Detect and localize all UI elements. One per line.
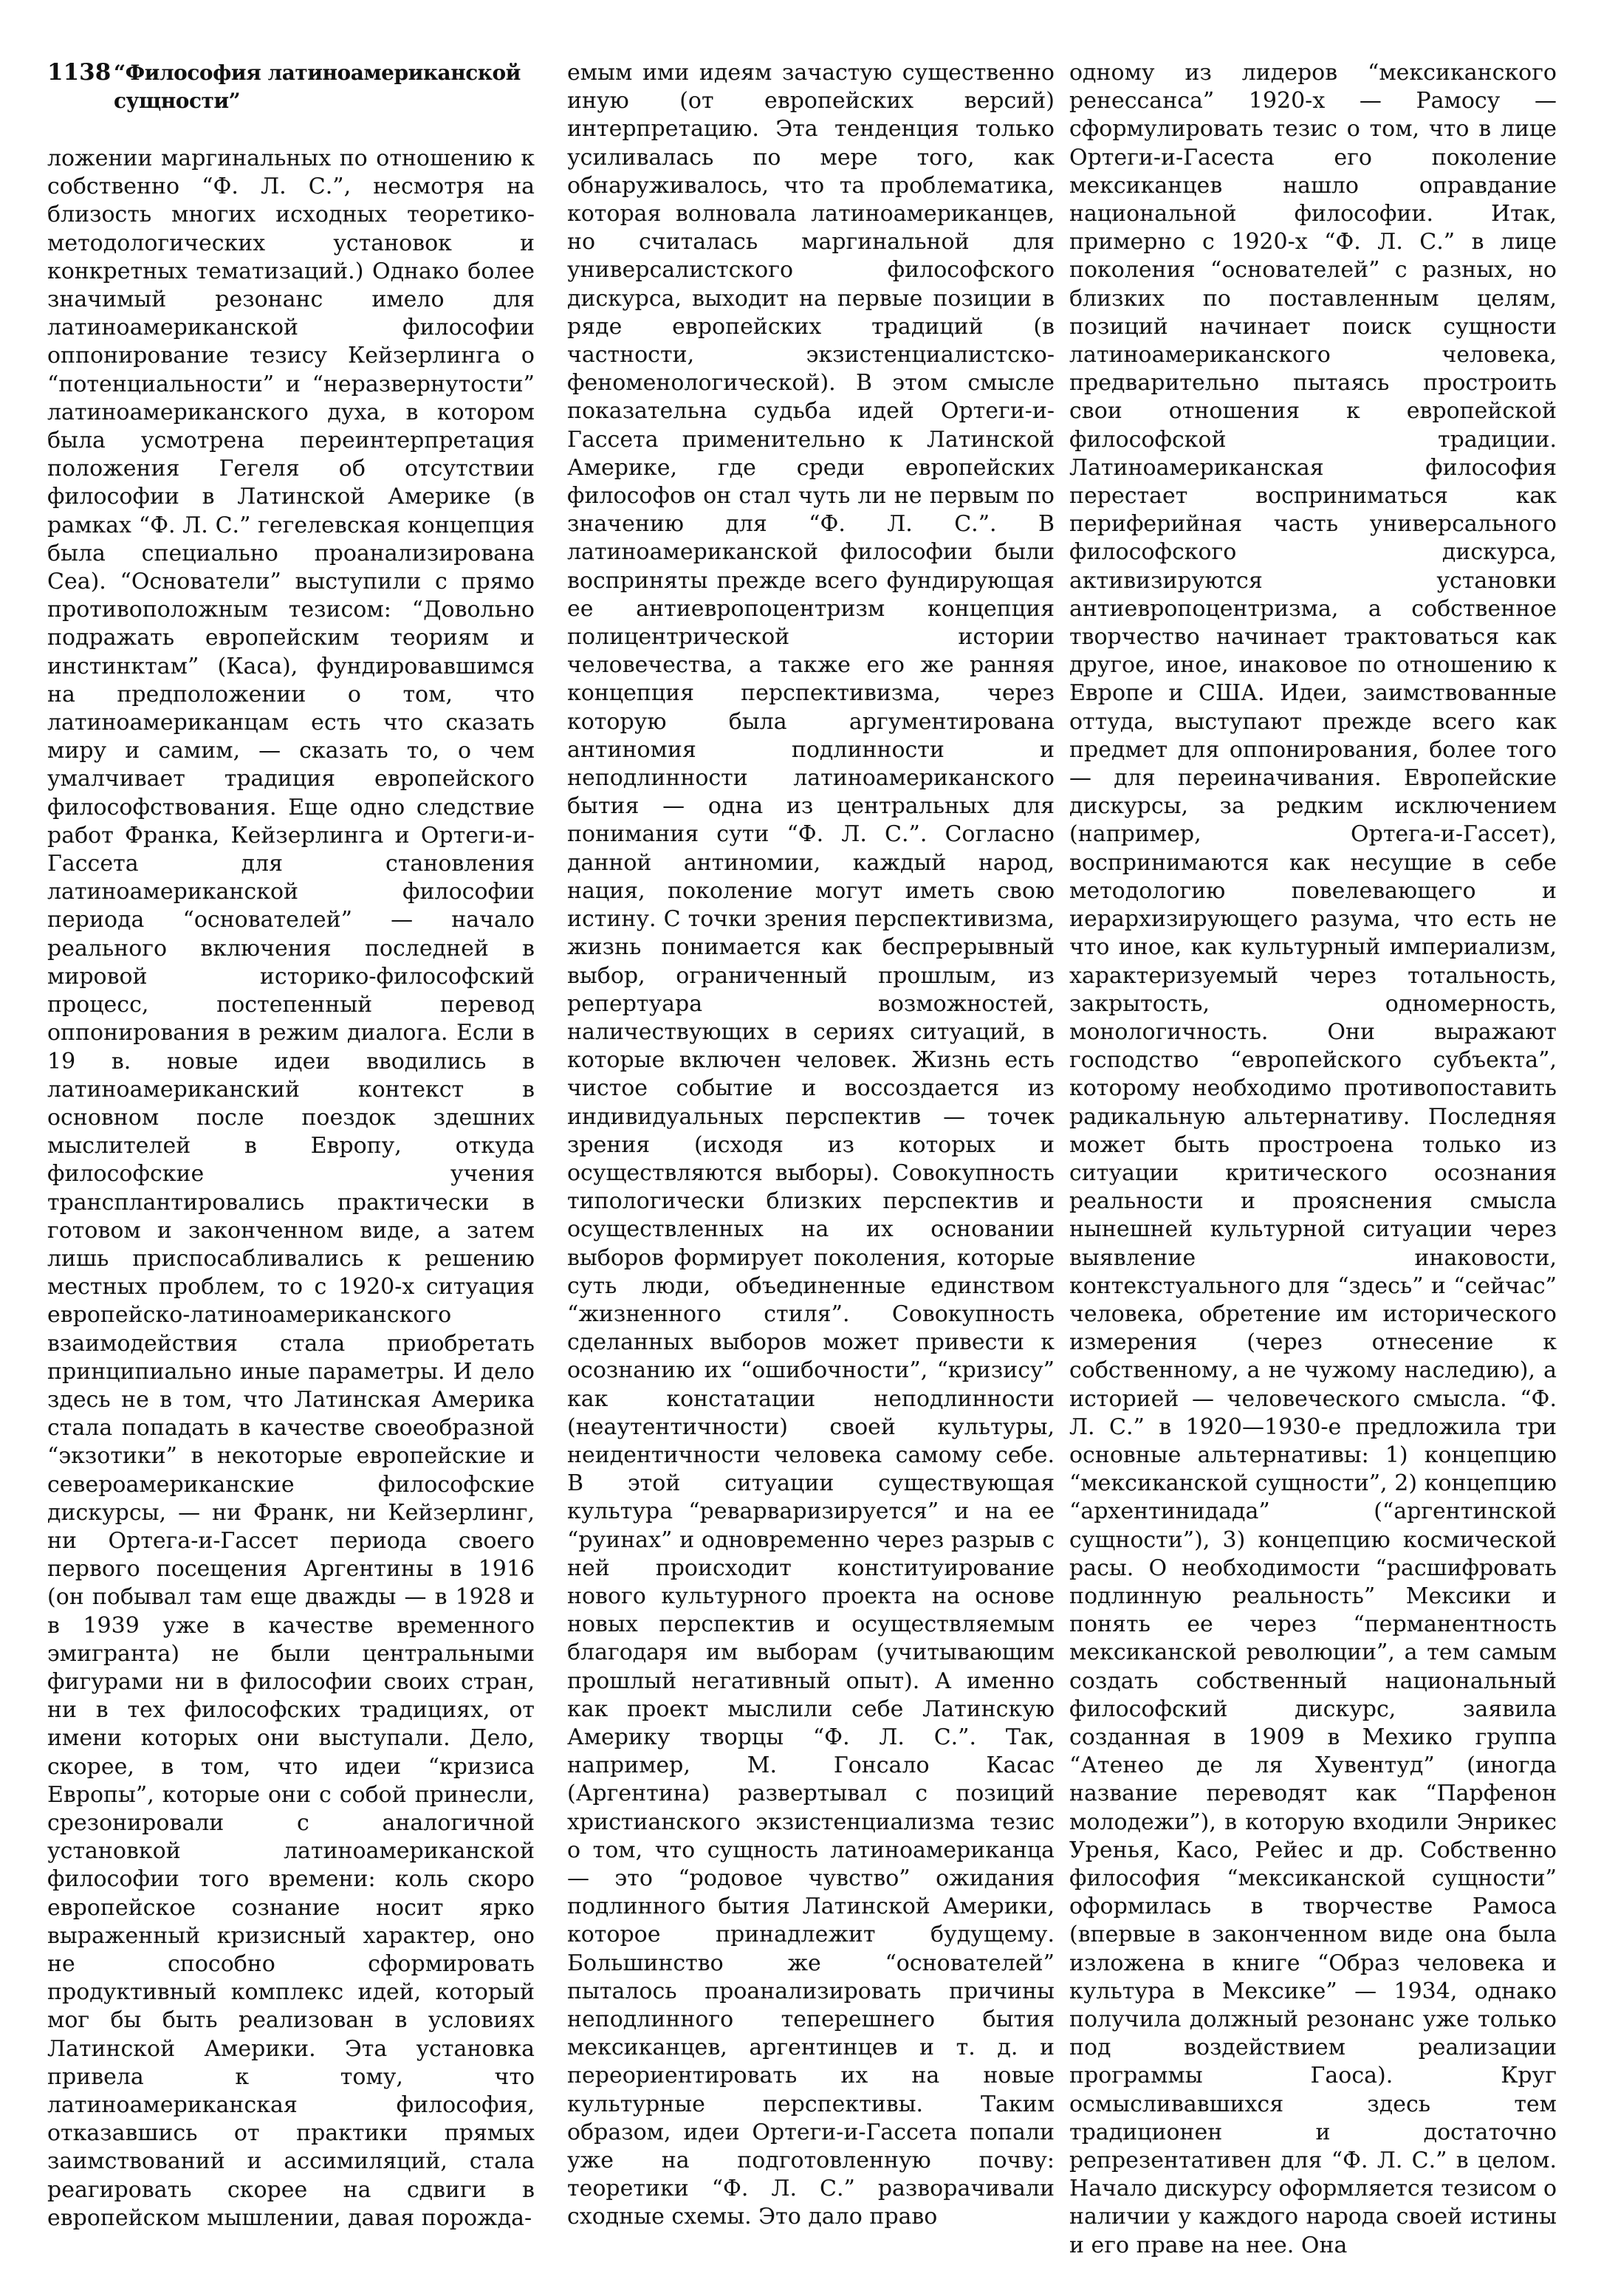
text-column-3 [1069,59,1557,2279]
column-3-text: одному из лидеров “мексиканского ренессанса” 1920-х — Рамосу — сформулировать тезис о том, что в лице Ортеги-и-Гасеста его поколение мексиканцев нашло оправдание национальной философии. Итак, примерно с 1920-х “Ф. Л. С.” в лице поколения “основателей” с разных, но близких по поставленным целям, позиций начинает поиск сущности латиноамериканского человека, предварительно пытаясь простроить свои отношения к европейской философской традиции. Латиноамериканская философия перестает восприниматься как периферийная часть универсального философского дискурса, активизируются установки антиевропоцентризма, а собственное творчество начинает трактоваться как другое, иное, инаковое по отношению к Европе и США. Идеи, заимствованные оттуда, выступают прежде всего как предмет для оппонирования, более того — для переиначивания. Европейские дискурсы, за редким исключением (например, Ортега-и-Гассет), воспринимаются как несущие в себе методологию повелевающего и иерархизирующего разума, что есть не что иное, как культурный империализм, характеризуемый через тотальность, закрытость, одномерность, монологичность. Они выражают господство “европейского субъекта”, которому необходимо противопоставить радикальную альтернативу. Последняя может быть простроена только из ситуации критического осознания реальности и прояснения смысла нынешней культурной ситуации через выявление инаковости, контекстуального для “здесь” и “сейчас” человека, обретение им исторического измерения (через отнесение к собственному, а не чужому наследию), а историей — человеческого смысла. “Ф. Л. С.” в 1920—1930-е предложила три основные альтернативы: 1) концепцию “мексиканской сущности”, 2) концепцию “архентинидада” (“аргентинской сущности”), 3) концепцию космической расы. О необходимости “расшифровать подлинную реальность” Мексики и понять ее через “перманентность мексиканской революции”, а тем самым создать собственный национальный философский дискурс, заявила созданная в 1909 в Мехико группа “Атенео де ля Хувентуд” (иногда название переводят как “Парфенон молодежи”), в которую входили Энрикес Уренья, Касо, Рейес и др. Собственно философия “мексиканской сущности” оформилась в творчестве Рамоса (впервые в законченном виде она была изложена в книге “Образ человека и культура в Мексике” — 1934, однако получила должный резонанс уже только под воздействием реализации программы Гаоса). Круг осмысливавшихся здесь тем традиционен и достаточно репрезентативен для “Ф. Л. С.” в целом. Начало дискурсу оформляется тезисом о наличии у каждого народа своей истины и его праве на нее. Она [1069,60,1557,2258]
running-title: “Философия латиноамериканской сущности” [114,61,521,113]
text-column-2 [567,59,1055,2279]
text-column-1 [47,145,535,2279]
page-number: 1138 [47,59,112,86]
column-1-text: ложении маргинальных по отношению к собственно “Ф. Л. С.”, несмотря на близость многих исходных теоретико-методологических установок и конкретных тематизаций.) Однако более значимый резонанс имело для латиноамериканской философии оппонирование тезису Кейзерлинга о “потенциальности” и “неразвернутости” латиноамериканского духа, в котором была усмотрена переинтерпретация положения Гегеля об отсутствии философии в Латинской Америке (в рамках “Ф. Л. С.” гегелевская концепция была специально проанализирована Сеа). “Основатели” выступили с прямо противоположным тезисом: “Довольно подражать европейским теориям и инстинктам” (Каса), фундировавшимся на предположении о том, что латиноамериканцам есть что сказать миру и самим, — сказать то, о чем умалчивает традиция европейского философствования. Еще одно следствие работ Франка, Кейзерлинга и Ортеги-и-Гассета для становления латиноамериканской философии периода “основателей” — начало реального включения последней в мировой историко-философский процесс, постепенный перевод оппонирования в режим диалога. Если в 19 в. новые идеи вводились в латиноамериканский контекст в основном после поездок здешних мыслителей в Европу, откуда философские учения трансплантировались практически в готовом и законченном виде, а затем лишь приспосабливались к решению местных проблем, то с 1920-х ситуация европейско-латиноамериканского взаимодействия стала приобретать принципиально иные параметры. И дело здесь не в том, что Латинская Америка стала попадать в качестве своеобразной “экзотики” в некоторые европейские и североамериканские философские дискурсы, — ни Франк, ни Кейзерлинг, ни Ортега-и-Гассет периода своего первого посещения Аргентины в 1916 (он побывал там еще дважды — в 1928 и в 1939 уже в качестве временного эмигранта) не были центральными фигурами ни в философии своих стран, ни в тех философских традициях, от имени которых они выступали. Дело, скорее, в том, что идеи “кризиса Европы”, которые они с собой принесли, срезонировали с аналогичной установкой латиноамериканской философии того времени: коль скоро европейское сознание носит ярко выраженный кризисный характер, оно не способно сформировать продуктивный комплекс идей, который мог бы быть реализован в условиях Латинской Америки. Эта установка привела к тому, что латиноамериканская философия, отказавшись от практики прямых заимствований и ассимиляций, стала реагировать скорее на сдвиги в европейском мышлении, давая порожда- [47,145,535,2231]
column-2-text: емым ими идеям зачастую существенно иную (от европейских версий) интерпретацию. Эта тенденция только усиливалась по мере того, как обнаруживалось, что та проблематика, которая волновала латиноамериканцев, но считалась маргинальной для универсалистского философского дискурса, выходит на первые позиции в ряде европейских традиций (в частности, экзистенциалистско-феноменологической). В этом смысле показательна судьба идей Ортеги-и-Гассета применительно к Латинской Америке, где среди европейских философов он стал чуть ли не первым по значению для “Ф. Л. С.”. В латиноамериканской философии были восприняты прежде всего фундирующая ее антиевропоцентризм концепция полицентрической истории человечества, а также его же ранняя концепция перспективизма, через которую была аргументирована антиномия подлинности и неподлинности латиноамериканского бытия — одна из центральных для понимания сути “Ф. Л. С.”. Согласно данной антиномии, каждый народ, нация, поколение могут иметь свою истину. С точки зрения перспективизма, жизнь понимается как беспрерывный выбор, ограниченный прошлым, из репертуара возможностей, наличествующих в сериях ситуаций, в которые включен человек. Жизнь есть чистое событие и воссоздается из индивидуальных перспектив — точек зрения (исходя из которых и осуществляются выборы). Совокупность типологически близких перспектив и осуществленных на их основании выборов формирует поколения, которые суть люди, объединенные единством “жизненного стиля”. Совокупность сделанных выборов может привести к осознанию их “ошибочности”, “кризису” как констатации неподлинности (неаутентичности) своей культуры, неидентичности человека самому себе. В этой ситуации существующая культура “реварваризируется” и на ее “руинах” и одновременно через разрыв с ней происходит конституирование нового культурного проекта на основе новых перспектив и осуществляемым благодаря им выборам (учитывающим прошлый негативный опыт). А именно как проект мыслили себе Латинскую Америку творцы “Ф. Л. С.”. Так, например, М. Гонсало Касас (Аргентина) развертывал с позиций христианского экзистенциализма тезис о том, что сущность латиноамериканца — это “родовое чувство” ожидания подлинного бытия Латинской Америки, которое принадлежит будущему. Большинство же “основателей” пыталось проанализировать причины неподлинного теперешнего бытия мексиканцев, аргентинцев и т. д. и переориентировать их на новые культурные перспективы. Таким образом, идеи Ортеги-и-Гассета попали уже на подготовленную почву: теоретики “Ф. Л. С.” разворачивали сходные схемы. Это дало право [567,60,1055,2230]
